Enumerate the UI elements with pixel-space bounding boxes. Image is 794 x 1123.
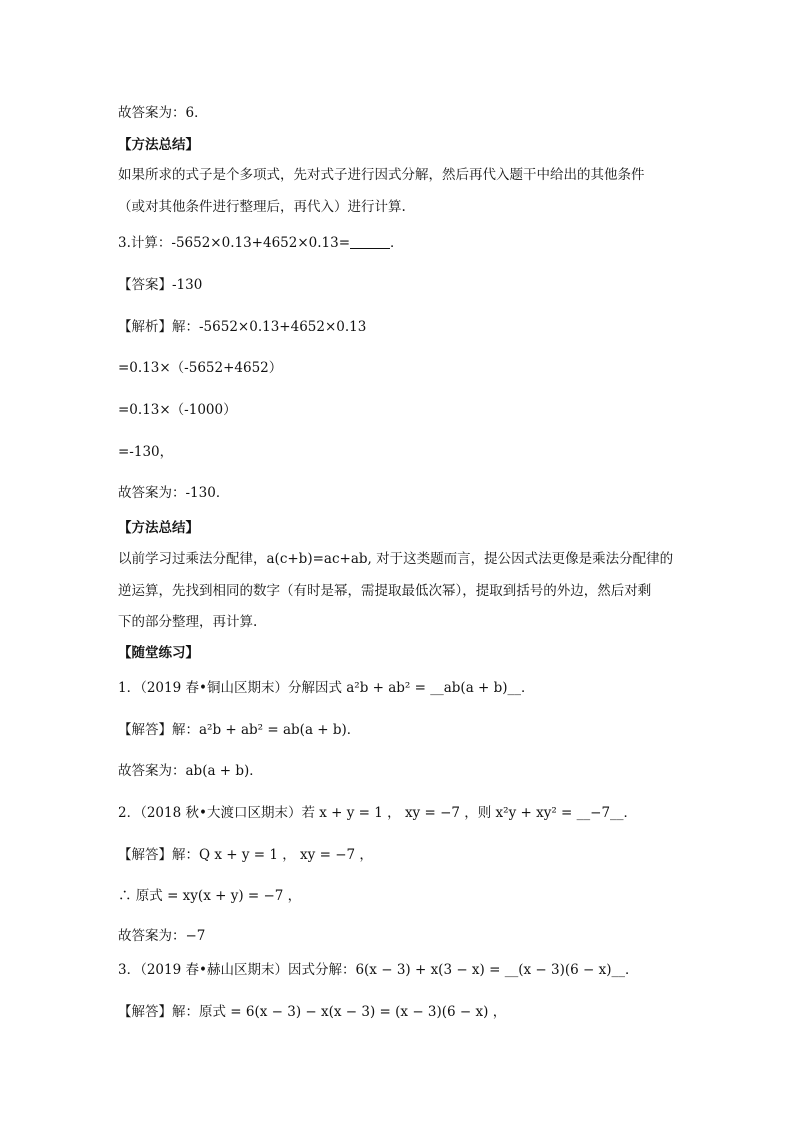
step-line-1: =0.13×（-5652+4652） [118,360,283,376]
practice-q1: 1．（2019 春•铜山区期末）分解因式 a²b + ab² = __ab(a + b)__． [118,680,535,696]
method-summary-heading: 【方法总结】 [118,137,199,153]
step-line-2: =0.13×（-1000） [118,402,237,418]
practice-q2-answer: 故答案为：−7 [118,928,206,944]
question-3-text: 3.计算：-5652×0.13+4652×0.13= [118,235,351,251]
practice-heading: 【随堂练习】 [118,645,199,661]
practice-q2-solution: 【解答】解：Q x + y = 1 ， xy = −7 ， [118,847,373,863]
analysis-line: 【解析】解：-5652×0.13+4652×0.13 [118,319,367,335]
answer-blank [350,234,390,249]
practice-q3-solution: 【解答】解：原式 = 6(x − 3) − x(x − 3) = (x − 3)(6 − x) ， [118,1004,507,1020]
answer-line-6: 故答案为：6． [118,105,208,121]
summary-text-line-1: 如果所求的式子是个多项式，先对式子进行因式分解，然后再代入题干中给出的其他条件 [118,167,645,183]
summary2-line-2: 逆运算，先找到相同的数字（有时是幂，需提取最低次幂），提取到括号的外边，然后对剩 [118,583,652,599]
method-summary-heading-2: 【方法总结】 [118,520,199,536]
practice-q3: 3．（2019 春•赫山区期末）因式分解：6(x − 3) + x(3 − x) = __(x − 3)(6 − x)__． [118,962,639,978]
summary2-line-1: 以前学习过乘法分配律，a(c+b)=ac+ab, 对于这类题而言，提公因式法更像是乘法分配律的 [118,551,674,567]
step-line-3: =-130， [118,444,174,460]
practice-q1-solution: 【解答】解：a²b + ab² = ab(a + b)． [118,722,361,738]
answer-line-130: 故答案为：-130． [118,485,230,501]
summary-text-line-2: （或对其他条件进行整理后，再代入）进行计算. [118,199,406,215]
practice-q2-step: ∴ 原式 = xy(x + y) = −7 ， [118,888,302,904]
practice-q1-answer: 故答案为：ab(a + b)． [118,763,263,779]
practice-q2: 2．（2018 秋•大渡口区期末）若 x + y = 1 ， xy = −7 ，则 x²y + xy² = __−7__． [118,805,638,821]
question-3-end: ． [390,235,404,251]
answer-label-line: 【答案】-130 [118,277,203,293]
summary2-line-3: 下的部分整理，再计算. [118,614,258,630]
question-3-line [118,233,404,253]
